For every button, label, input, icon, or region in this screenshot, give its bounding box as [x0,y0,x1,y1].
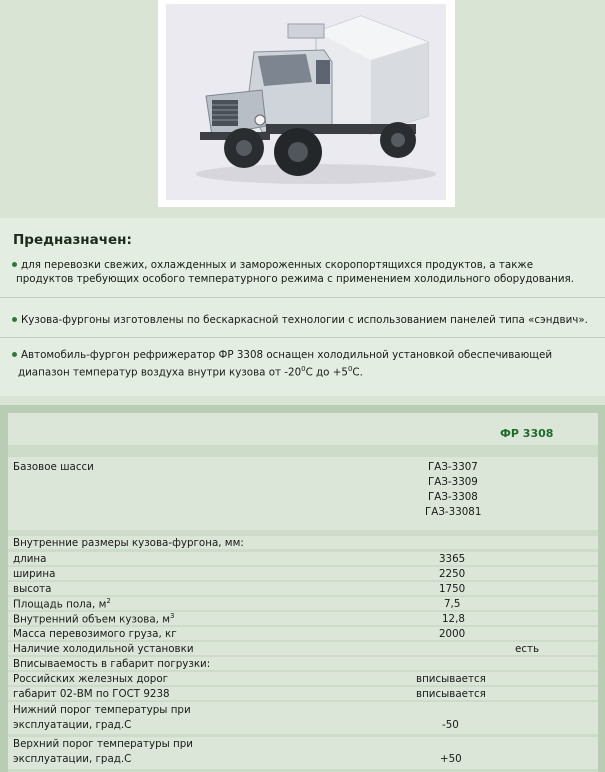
bullet-icon [12,262,17,267]
height-label: высота [13,583,52,595]
chassis-value: ГАЗ-3309 [428,476,478,488]
refrigerator-paragraph [12,348,552,379]
high-temp-value: +50 [440,753,462,765]
refrigerator-line-2a: диапазон температур воздуха внутри кузова от -20 [18,366,302,379]
bullet-icon [12,352,17,357]
mass-label: Масса перевозимого груза, кг [13,628,177,640]
table-row [8,552,598,565]
specs-table-frame [0,405,605,772]
purpose-paragraph [12,258,574,286]
volume-label-text: Внутренний объем кузова, м [13,613,170,626]
divider [0,297,605,298]
purpose-line-2: продуктов требующих особого температурного режима с применением холодильного оборудования. [16,273,575,285]
mass-value: 2000 [439,628,466,640]
floor-unit-sup: 2 [106,597,111,605]
length-label: длина [13,553,47,565]
table-row [8,457,598,530]
low-temp-label-1: Нижний порог температуры при [13,704,191,716]
fridge-label: Наличие холодильной установки [13,643,194,655]
refrigerator-line-1: Автомобиль-фургон рефрижератор ФР 3308 оснащен холодильной установкой обеспечивающей [21,349,553,361]
dims-label: Внутренние размеры кузова-фургона, мм: [13,537,244,549]
degree-sup: 0 [301,365,306,373]
degree-sup: 0 [347,365,353,373]
high-temp-label-2: эксплуатации, град.С [13,753,132,765]
high-temp-label-1: Верхний порог температуры при [13,738,193,750]
width-value: 2250 [439,568,466,580]
volume-label [13,612,174,625]
table-row [8,567,598,580]
low-temp-value: -50 [442,719,459,731]
truck-illustration [166,4,446,200]
fridge-value: есть [515,643,540,655]
gost-label: габарит 02-ВМ по ГОСТ 9238 [13,688,170,700]
low-temp-label-2: эксплуатации, град.С [13,719,132,731]
technology-paragraph [12,313,588,327]
volume-unit-sup: 3 [169,612,175,620]
floor-label [13,597,111,610]
chassis-value: ГАЗ-3307 [428,461,478,473]
chassis-value: ГАЗ-3308 [428,491,478,503]
refrigerator-line-2c: С. [352,366,363,379]
bullet-icon [12,317,17,322]
model-header: ФР 3308 [500,427,554,440]
floor-label-text: Площадь пола, м [13,598,107,611]
table-row [8,582,598,595]
header-area [0,0,605,218]
specs-table [8,413,598,772]
page-title: Предназначен: [13,232,132,248]
truck-photo-frame [158,0,455,207]
rail-value: вписывается [416,673,486,685]
height-value: 1750 [439,583,466,595]
refrigerator-line-2b: С до +5 [305,366,348,379]
gabarit-label: Вписываемость в габарит погрузки: [13,658,211,670]
technology-line: Кузова-фургоны изготовлены по бескаркасной технологии с использованием панелей типа «сэндвич». [21,314,588,326]
truck-photo [166,4,446,200]
floor-value: 7,5 [444,598,461,610]
rail-label: Российских железных дорог [13,673,169,685]
gost-value: вписывается [416,688,486,700]
divider [0,337,605,338]
chassis-value: ГАЗ-33081 [425,506,482,518]
width-label: ширина [13,568,56,580]
length-value: 3365 [439,553,466,565]
purpose-line-1: для перевозки свежих, охлажденных и замороженных скоропортящихся продуктов, а также [21,259,534,271]
volume-value: 12,8 [442,613,465,625]
chassis-label: Базовое шасси [13,461,94,473]
